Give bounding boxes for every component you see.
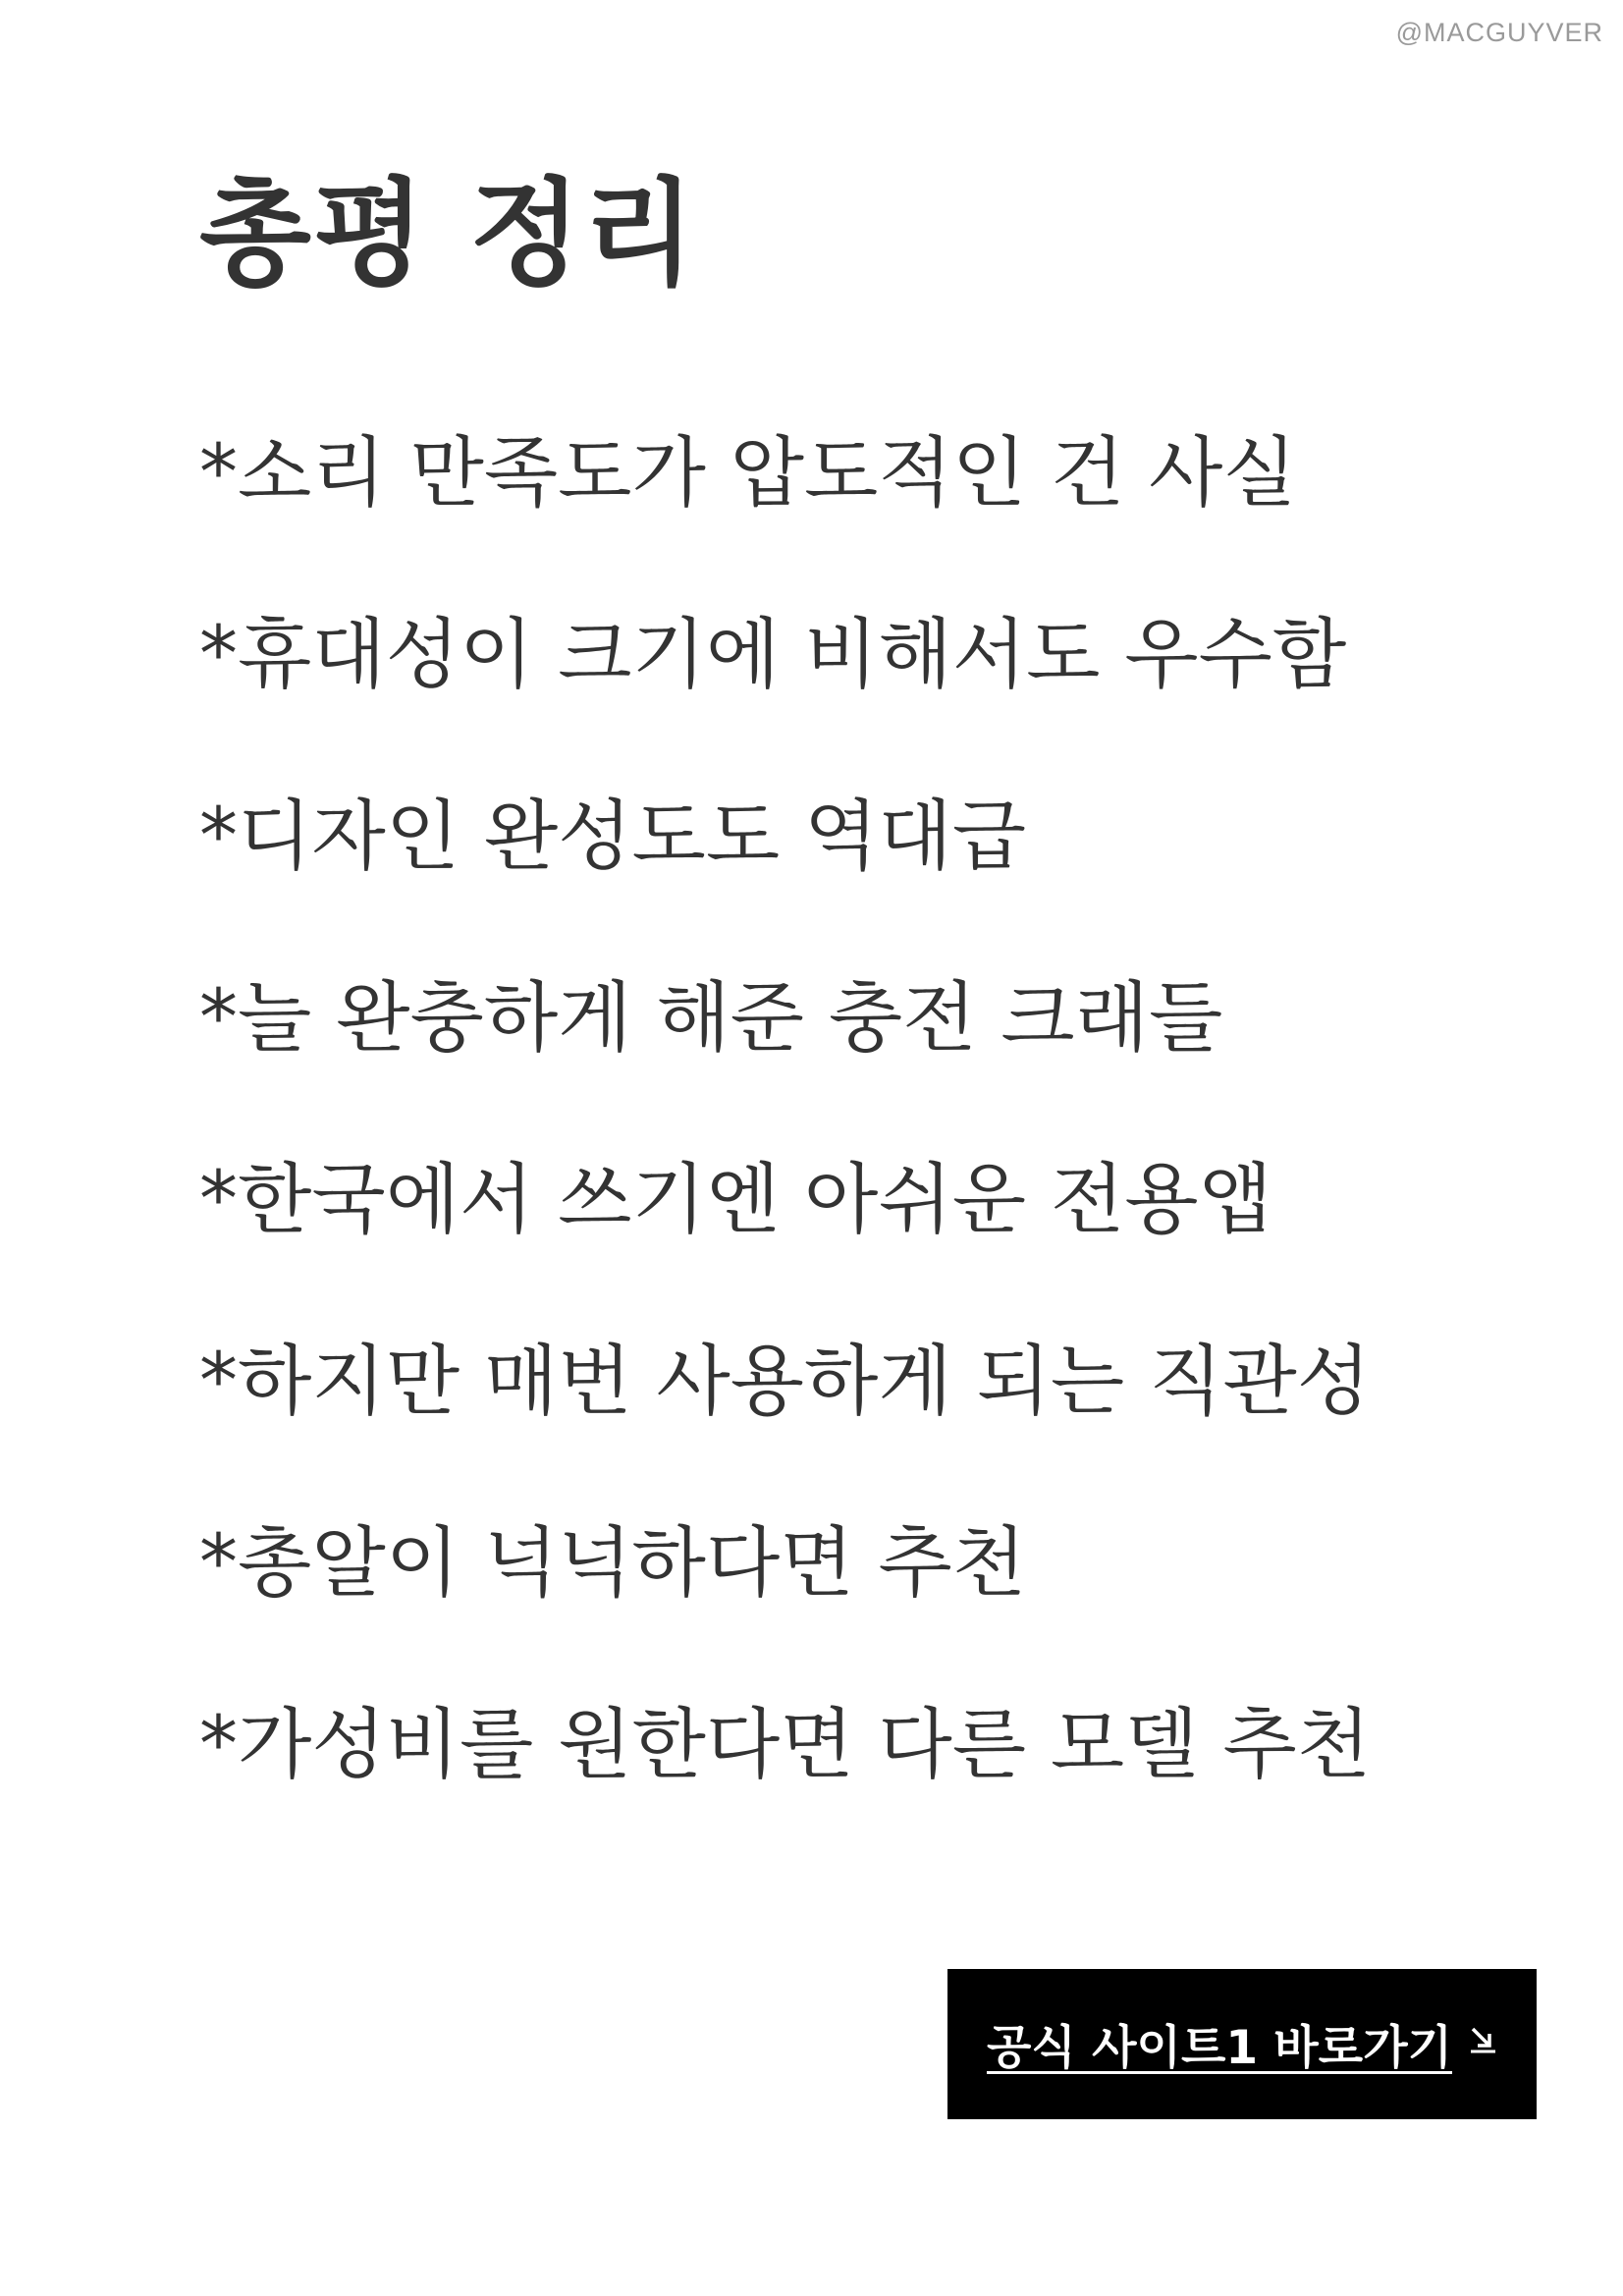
watermark: @MACGUYVER [1395,18,1603,47]
summary-item: *가성비를 원한다면 다른 모델 추천 [199,1701,1372,1789]
summary-item: *총알이 넉넉하다면 추천 [199,1519,1027,1608]
summary-list [199,410,1371,1864]
summary-item: *하지만 매번 사용하게 되는 직관성 [199,1338,1372,1426]
summary-item: *휴대성이 크기에 비해서도 우수함 [199,611,1347,699]
arrow-down-right-icon [1468,2024,1497,2057]
official-site-link-label: 공식 사이트1 바로가기 [986,2021,1453,2075]
summary-item: *소리 만족도가 압도적인 건 사실 [199,429,1297,518]
summary-item: *한국에서 쓰기엔 아쉬운 전용앱 [199,1156,1272,1244]
summary-item: *늘 완충하게 해준 충전 크래들 [199,974,1223,1063]
page-title: 총평 정리 [199,166,698,301]
official-site-link-button[interactable] [947,1969,1537,2119]
summary-item: *디자인 완성도도 역대급 [199,793,1027,881]
